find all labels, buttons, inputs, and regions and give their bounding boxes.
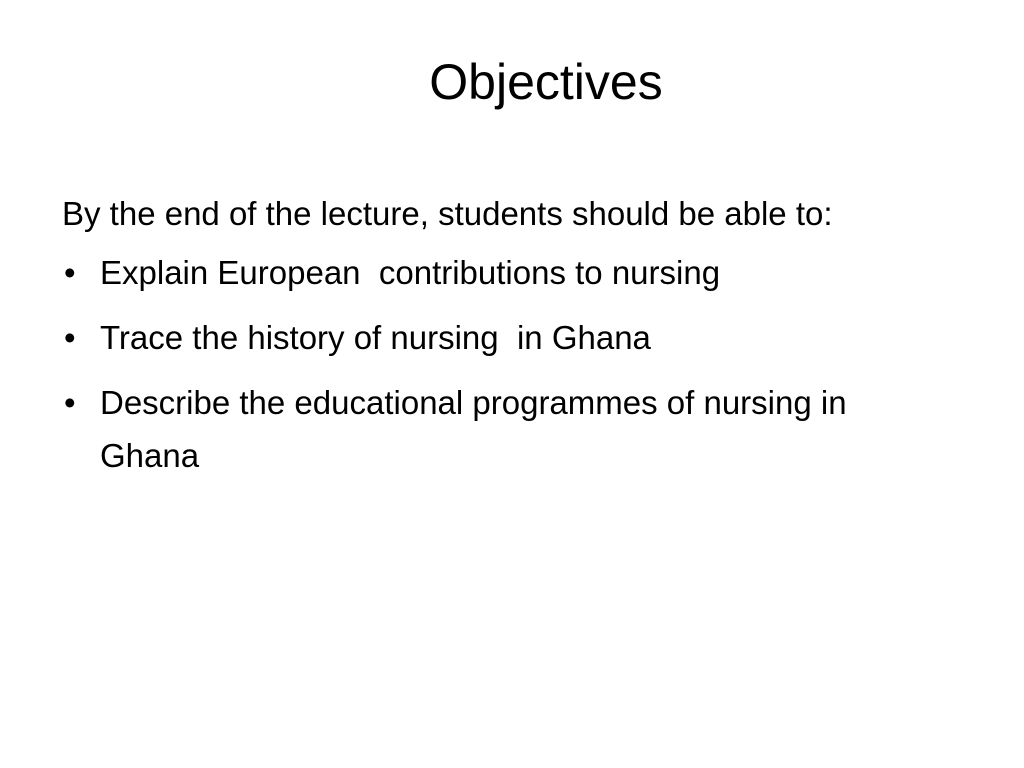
bullet-icon: • xyxy=(64,384,76,421)
slide-body xyxy=(62,188,922,494)
list-item-text: Explain European contributions to nursing xyxy=(100,254,721,291)
slide-title: Objectives xyxy=(429,54,663,110)
list-item xyxy=(62,246,922,299)
bullet-icon: • xyxy=(64,254,76,291)
objectives-list xyxy=(62,246,922,482)
list-item-text: Trace the history of nursing in Ghana xyxy=(100,319,651,356)
list-item xyxy=(62,311,922,364)
bullet-icon: • xyxy=(64,319,76,356)
intro-text: By the end of the lecture, students should be able to: xyxy=(62,195,833,232)
list-item xyxy=(62,376,922,482)
list-item-text: Describe the educational programmes of nursing in Ghana xyxy=(100,384,856,474)
